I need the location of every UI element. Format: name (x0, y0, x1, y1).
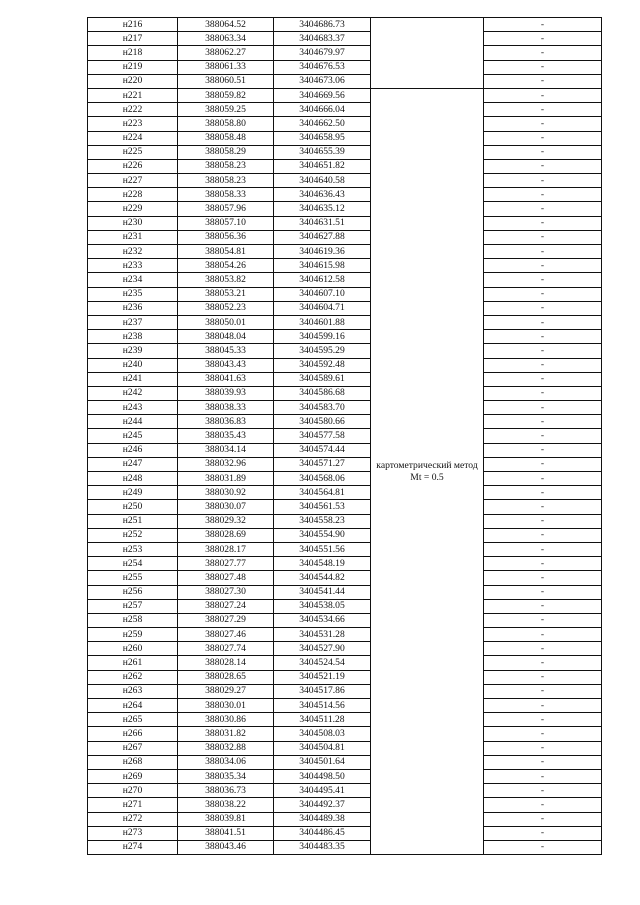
point-id-cell: н238 (88, 330, 178, 344)
y-coordinate-cell: 3404527.90 (274, 642, 371, 656)
x-coordinate-cell: 388058.48 (178, 131, 274, 145)
accuracy-cell: - (484, 330, 602, 344)
point-id-cell: н222 (88, 103, 178, 117)
point-id-cell: н227 (88, 174, 178, 188)
accuracy-cell: - (484, 642, 602, 656)
accuracy-cell: - (484, 429, 602, 443)
point-id-cell: н261 (88, 656, 178, 670)
x-coordinate-cell: 388064.52 (178, 18, 274, 32)
x-coordinate-cell: 388054.81 (178, 245, 274, 259)
point-id-cell: н236 (88, 301, 178, 315)
x-coordinate-cell: 388028.65 (178, 670, 274, 684)
point-id-cell: н243 (88, 401, 178, 415)
accuracy-cell: - (484, 32, 602, 46)
point-id-cell: н251 (88, 514, 178, 528)
accuracy-cell: - (484, 145, 602, 159)
point-id-cell: н216 (88, 18, 178, 32)
table-row (88, 528, 602, 542)
x-coordinate-cell: 388036.83 (178, 415, 274, 429)
x-coordinate-cell: 388058.33 (178, 188, 274, 202)
point-id-cell: н246 (88, 443, 178, 457)
y-coordinate-cell: 3404548.19 (274, 557, 371, 571)
point-id-cell: н262 (88, 670, 178, 684)
accuracy-cell: - (484, 273, 602, 287)
table-row (88, 628, 602, 642)
accuracy-cell: - (484, 174, 602, 188)
x-coordinate-cell: 388048.04 (178, 330, 274, 344)
table-row (88, 301, 602, 315)
accuracy-cell: - (484, 727, 602, 741)
table-row (88, 812, 602, 826)
point-id-cell: н233 (88, 259, 178, 273)
table-row (88, 585, 602, 599)
table-row (88, 245, 602, 259)
accuracy-cell: - (484, 542, 602, 556)
point-id-cell: н223 (88, 117, 178, 131)
accuracy-cell: - (484, 287, 602, 301)
y-coordinate-cell: 3404615.98 (274, 259, 371, 273)
y-coordinate-cell: 3404651.82 (274, 159, 371, 173)
point-id-cell: н247 (88, 457, 178, 471)
table-row (88, 358, 602, 372)
accuracy-cell: - (484, 528, 602, 542)
accuracy-cell: - (484, 769, 602, 783)
point-id-cell: н265 (88, 713, 178, 727)
table-row (88, 741, 602, 755)
y-coordinate-cell: 3404655.39 (274, 145, 371, 159)
accuracy-cell: - (484, 486, 602, 500)
point-id-cell: н231 (88, 230, 178, 244)
y-coordinate-cell: 3404534.66 (274, 613, 371, 627)
table-row (88, 344, 602, 358)
y-coordinate-cell: 3404676.53 (274, 60, 371, 74)
table-row (88, 117, 602, 131)
table-row (88, 514, 602, 528)
point-id-cell: н221 (88, 88, 178, 102)
accuracy-cell: - (484, 840, 602, 854)
point-id-cell: н239 (88, 344, 178, 358)
x-coordinate-cell: 388034.06 (178, 755, 274, 769)
point-id-cell: н253 (88, 542, 178, 556)
x-coordinate-cell: 388061.33 (178, 60, 274, 74)
point-id-cell: н260 (88, 642, 178, 656)
accuracy-cell: - (484, 159, 602, 173)
y-coordinate-cell: 3404541.44 (274, 585, 371, 599)
point-id-cell: н267 (88, 741, 178, 755)
x-coordinate-cell: 388053.21 (178, 287, 274, 301)
accuracy-cell: - (484, 386, 602, 400)
table-row (88, 273, 602, 287)
x-coordinate-cell: 388060.51 (178, 74, 274, 88)
table-row (88, 713, 602, 727)
point-id-cell: н232 (88, 245, 178, 259)
x-coordinate-cell: 388030.01 (178, 699, 274, 713)
table-row (88, 159, 602, 173)
table-row (88, 216, 602, 230)
table-row (88, 613, 602, 627)
y-coordinate-cell: 3404501.64 (274, 755, 371, 769)
accuracy-cell: - (484, 358, 602, 372)
accuracy-cell: - (484, 131, 602, 145)
x-coordinate-cell: 388035.34 (178, 769, 274, 783)
x-coordinate-cell: 388031.89 (178, 472, 274, 486)
table-row (88, 287, 602, 301)
x-coordinate-cell: 388058.80 (178, 117, 274, 131)
table-row (88, 88, 602, 102)
accuracy-cell: - (484, 230, 602, 244)
y-coordinate-cell: 3404514.56 (274, 699, 371, 713)
table-row (88, 188, 602, 202)
x-coordinate-cell: 388038.33 (178, 401, 274, 415)
accuracy-cell: - (484, 826, 602, 840)
table-row (88, 769, 602, 783)
table-row (88, 103, 602, 117)
point-id-cell: н268 (88, 755, 178, 769)
table-row (88, 798, 602, 812)
accuracy-cell: - (484, 472, 602, 486)
table-row (88, 755, 602, 769)
accuracy-cell: - (484, 74, 602, 88)
table-row (88, 826, 602, 840)
x-coordinate-cell: 388045.33 (178, 344, 274, 358)
y-coordinate-cell: 3404589.61 (274, 372, 371, 386)
table-row (88, 315, 602, 329)
y-coordinate-cell: 3404564.81 (274, 486, 371, 500)
table-row (88, 699, 602, 713)
table-row (88, 443, 602, 457)
x-coordinate-cell: 388027.46 (178, 628, 274, 642)
y-coordinate-cell: 3404595.29 (274, 344, 371, 358)
y-coordinate-cell: 3404679.97 (274, 46, 371, 60)
x-coordinate-cell: 388059.25 (178, 103, 274, 117)
point-id-cell: н269 (88, 769, 178, 783)
table-row (88, 131, 602, 145)
y-coordinate-cell: 3404498.50 (274, 769, 371, 783)
x-coordinate-cell: 388032.96 (178, 457, 274, 471)
accuracy-cell: - (484, 344, 602, 358)
table-row (88, 486, 602, 500)
x-coordinate-cell: 388030.07 (178, 500, 274, 514)
y-coordinate-cell: 3404524.54 (274, 656, 371, 670)
accuracy-cell: - (484, 585, 602, 599)
accuracy-cell: - (484, 514, 602, 528)
y-coordinate-cell: 3404631.51 (274, 216, 371, 230)
table-row (88, 542, 602, 556)
x-coordinate-cell: 388028.69 (178, 528, 274, 542)
y-coordinate-cell: 3404504.81 (274, 741, 371, 755)
x-coordinate-cell: 388058.23 (178, 159, 274, 173)
method-cell: картометрический метод Mt = 0.5 (371, 88, 484, 854)
x-coordinate-cell: 388058.29 (178, 145, 274, 159)
x-coordinate-cell: 388052.23 (178, 301, 274, 315)
x-coordinate-cell: 388027.74 (178, 642, 274, 656)
y-coordinate-cell: 3404551.56 (274, 542, 371, 556)
point-id-cell: н218 (88, 46, 178, 60)
accuracy-cell: - (484, 103, 602, 117)
point-id-cell: н244 (88, 415, 178, 429)
point-id-cell: н257 (88, 599, 178, 613)
y-coordinate-cell: 3404619.36 (274, 245, 371, 259)
table-row (88, 557, 602, 571)
point-id-cell: н274 (88, 840, 178, 854)
x-coordinate-cell: 388058.23 (178, 174, 274, 188)
accuracy-cell: - (484, 699, 602, 713)
table-row (88, 500, 602, 514)
x-coordinate-cell: 388029.27 (178, 684, 274, 698)
x-coordinate-cell: 388057.96 (178, 202, 274, 216)
point-id-cell: н255 (88, 571, 178, 585)
point-id-cell: н219 (88, 60, 178, 74)
table-row (88, 46, 602, 60)
coordinates-table-body (88, 18, 602, 855)
point-id-cell: н220 (88, 74, 178, 88)
point-id-cell: н270 (88, 784, 178, 798)
x-coordinate-cell: 388039.93 (178, 386, 274, 400)
x-coordinate-cell: 388054.26 (178, 259, 274, 273)
table-row (88, 145, 602, 159)
x-coordinate-cell: 388039.81 (178, 812, 274, 826)
accuracy-cell: - (484, 216, 602, 230)
table-row (88, 60, 602, 74)
x-coordinate-cell: 388043.46 (178, 840, 274, 854)
x-coordinate-cell: 388030.86 (178, 713, 274, 727)
accuracy-cell: - (484, 741, 602, 755)
x-coordinate-cell: 388053.82 (178, 273, 274, 287)
x-coordinate-cell: 388041.63 (178, 372, 274, 386)
table-row (88, 599, 602, 613)
x-coordinate-cell: 388034.14 (178, 443, 274, 457)
y-coordinate-cell: 3404511.28 (274, 713, 371, 727)
table-row (88, 457, 602, 471)
x-coordinate-cell: 388050.01 (178, 315, 274, 329)
x-coordinate-cell: 388027.77 (178, 557, 274, 571)
table-row (88, 202, 602, 216)
y-coordinate-cell: 3404568.06 (274, 472, 371, 486)
table-row (88, 386, 602, 400)
y-coordinate-cell: 3404673.06 (274, 74, 371, 88)
point-id-cell: н240 (88, 358, 178, 372)
table-row (88, 727, 602, 741)
x-coordinate-cell: 388028.14 (178, 656, 274, 670)
x-coordinate-cell: 388056.36 (178, 230, 274, 244)
point-id-cell: н264 (88, 699, 178, 713)
table-row (88, 18, 602, 32)
coordinates-table (87, 17, 602, 855)
table-row (88, 230, 602, 244)
x-coordinate-cell: 388063.34 (178, 32, 274, 46)
y-coordinate-cell: 3404583.70 (274, 401, 371, 415)
accuracy-cell: - (484, 571, 602, 585)
y-coordinate-cell: 3404508.03 (274, 727, 371, 741)
point-id-cell: н225 (88, 145, 178, 159)
y-coordinate-cell: 3404604.71 (274, 301, 371, 315)
y-coordinate-cell: 3404495.41 (274, 784, 371, 798)
x-coordinate-cell: 388027.48 (178, 571, 274, 585)
y-coordinate-cell: 3404592.48 (274, 358, 371, 372)
x-coordinate-cell: 388028.17 (178, 542, 274, 556)
y-coordinate-cell: 3404531.28 (274, 628, 371, 642)
table-row (88, 330, 602, 344)
point-id-cell: н217 (88, 32, 178, 46)
accuracy-cell: - (484, 755, 602, 769)
point-id-cell: н248 (88, 472, 178, 486)
table-row (88, 656, 602, 670)
y-coordinate-cell: 3404554.90 (274, 528, 371, 542)
y-coordinate-cell: 3404571.27 (274, 457, 371, 471)
y-coordinate-cell: 3404686.73 (274, 18, 371, 32)
table-row (88, 670, 602, 684)
point-id-cell: н273 (88, 826, 178, 840)
table-row (88, 32, 602, 46)
y-coordinate-cell: 3404635.12 (274, 202, 371, 216)
point-id-cell: н224 (88, 131, 178, 145)
x-coordinate-cell: 388030.92 (178, 486, 274, 500)
point-id-cell: н237 (88, 315, 178, 329)
y-coordinate-cell: 3404489.38 (274, 812, 371, 826)
table-row (88, 429, 602, 443)
point-id-cell: н271 (88, 798, 178, 812)
y-coordinate-cell: 3404486.45 (274, 826, 371, 840)
accuracy-cell: - (484, 117, 602, 131)
point-id-cell: н263 (88, 684, 178, 698)
x-coordinate-cell: 388043.43 (178, 358, 274, 372)
accuracy-cell: - (484, 301, 602, 315)
table-row (88, 415, 602, 429)
point-id-cell: н235 (88, 287, 178, 301)
point-id-cell: н229 (88, 202, 178, 216)
y-coordinate-cell: 3404607.10 (274, 287, 371, 301)
table-row (88, 840, 602, 854)
accuracy-cell: - (484, 656, 602, 670)
accuracy-cell: - (484, 713, 602, 727)
y-coordinate-cell: 3404586.68 (274, 386, 371, 400)
y-coordinate-cell: 3404669.56 (274, 88, 371, 102)
table-row (88, 571, 602, 585)
x-coordinate-cell: 388059.82 (178, 88, 274, 102)
y-coordinate-cell: 3404492.37 (274, 798, 371, 812)
y-coordinate-cell: 3404627.88 (274, 230, 371, 244)
point-id-cell: н256 (88, 585, 178, 599)
y-coordinate-cell: 3404544.82 (274, 571, 371, 585)
x-coordinate-cell: 388041.51 (178, 826, 274, 840)
x-coordinate-cell: 388029.32 (178, 514, 274, 528)
x-coordinate-cell: 388062.27 (178, 46, 274, 60)
y-coordinate-cell: 3404558.23 (274, 514, 371, 528)
y-coordinate-cell: 3404636.43 (274, 188, 371, 202)
point-id-cell: н254 (88, 557, 178, 571)
y-coordinate-cell: 3404599.16 (274, 330, 371, 344)
y-coordinate-cell: 3404658.95 (274, 131, 371, 145)
accuracy-cell: - (484, 415, 602, 429)
accuracy-cell: - (484, 88, 602, 102)
point-id-cell: н228 (88, 188, 178, 202)
point-id-cell: н234 (88, 273, 178, 287)
y-coordinate-cell: 3404666.04 (274, 103, 371, 117)
point-id-cell: н272 (88, 812, 178, 826)
y-coordinate-cell: 3404483.35 (274, 840, 371, 854)
accuracy-cell: - (484, 457, 602, 471)
accuracy-cell: - (484, 245, 602, 259)
accuracy-cell: - (484, 557, 602, 571)
accuracy-cell: - (484, 372, 602, 386)
point-id-cell: н226 (88, 159, 178, 173)
x-coordinate-cell: 388027.24 (178, 599, 274, 613)
y-coordinate-cell: 3404538.05 (274, 599, 371, 613)
x-coordinate-cell: 388035.43 (178, 429, 274, 443)
point-id-cell: н230 (88, 216, 178, 230)
x-coordinate-cell: 388038.22 (178, 798, 274, 812)
y-coordinate-cell: 3404574.44 (274, 443, 371, 457)
table-row (88, 684, 602, 698)
y-coordinate-cell: 3404561.53 (274, 500, 371, 514)
accuracy-cell: - (484, 670, 602, 684)
y-coordinate-cell: 3404640.58 (274, 174, 371, 188)
accuracy-cell: - (484, 613, 602, 627)
y-coordinate-cell: 3404580.66 (274, 415, 371, 429)
y-coordinate-cell: 3404517.86 (274, 684, 371, 698)
y-coordinate-cell: 3404577.58 (274, 429, 371, 443)
x-coordinate-cell: 388057.10 (178, 216, 274, 230)
point-id-cell: н259 (88, 628, 178, 642)
x-coordinate-cell: 388031.82 (178, 727, 274, 741)
table-row (88, 259, 602, 273)
accuracy-cell: - (484, 628, 602, 642)
table-row (88, 174, 602, 188)
accuracy-cell: - (484, 60, 602, 74)
point-id-cell: н266 (88, 727, 178, 741)
accuracy-cell: - (484, 188, 602, 202)
accuracy-cell: - (484, 812, 602, 826)
accuracy-cell: - (484, 18, 602, 32)
point-id-cell: н245 (88, 429, 178, 443)
accuracy-cell: - (484, 315, 602, 329)
accuracy-cell: - (484, 500, 602, 514)
accuracy-cell: - (484, 784, 602, 798)
point-id-cell: н252 (88, 528, 178, 542)
table-row (88, 472, 602, 486)
accuracy-cell: - (484, 46, 602, 60)
accuracy-cell: - (484, 401, 602, 415)
accuracy-cell: - (484, 684, 602, 698)
accuracy-cell: - (484, 599, 602, 613)
point-id-cell: н241 (88, 372, 178, 386)
y-coordinate-cell: 3404521.19 (274, 670, 371, 684)
point-id-cell: н258 (88, 613, 178, 627)
x-coordinate-cell: 388032.88 (178, 741, 274, 755)
accuracy-cell: - (484, 202, 602, 216)
point-id-cell: н242 (88, 386, 178, 400)
y-coordinate-cell: 3404683.37 (274, 32, 371, 46)
y-coordinate-cell: 3404612.58 (274, 273, 371, 287)
x-coordinate-cell: 388027.30 (178, 585, 274, 599)
accuracy-cell: - (484, 443, 602, 457)
x-coordinate-cell: 388036.73 (178, 784, 274, 798)
table-row (88, 401, 602, 415)
table-row (88, 642, 602, 656)
y-coordinate-cell: 3404662.50 (274, 117, 371, 131)
x-coordinate-cell: 388027.29 (178, 613, 274, 627)
method-cell-empty (371, 18, 484, 89)
table-row (88, 784, 602, 798)
table-row (88, 74, 602, 88)
accuracy-cell: - (484, 798, 602, 812)
accuracy-cell: - (484, 259, 602, 273)
point-id-cell: н249 (88, 486, 178, 500)
point-id-cell: н250 (88, 500, 178, 514)
y-coordinate-cell: 3404601.88 (274, 315, 371, 329)
table-row (88, 372, 602, 386)
